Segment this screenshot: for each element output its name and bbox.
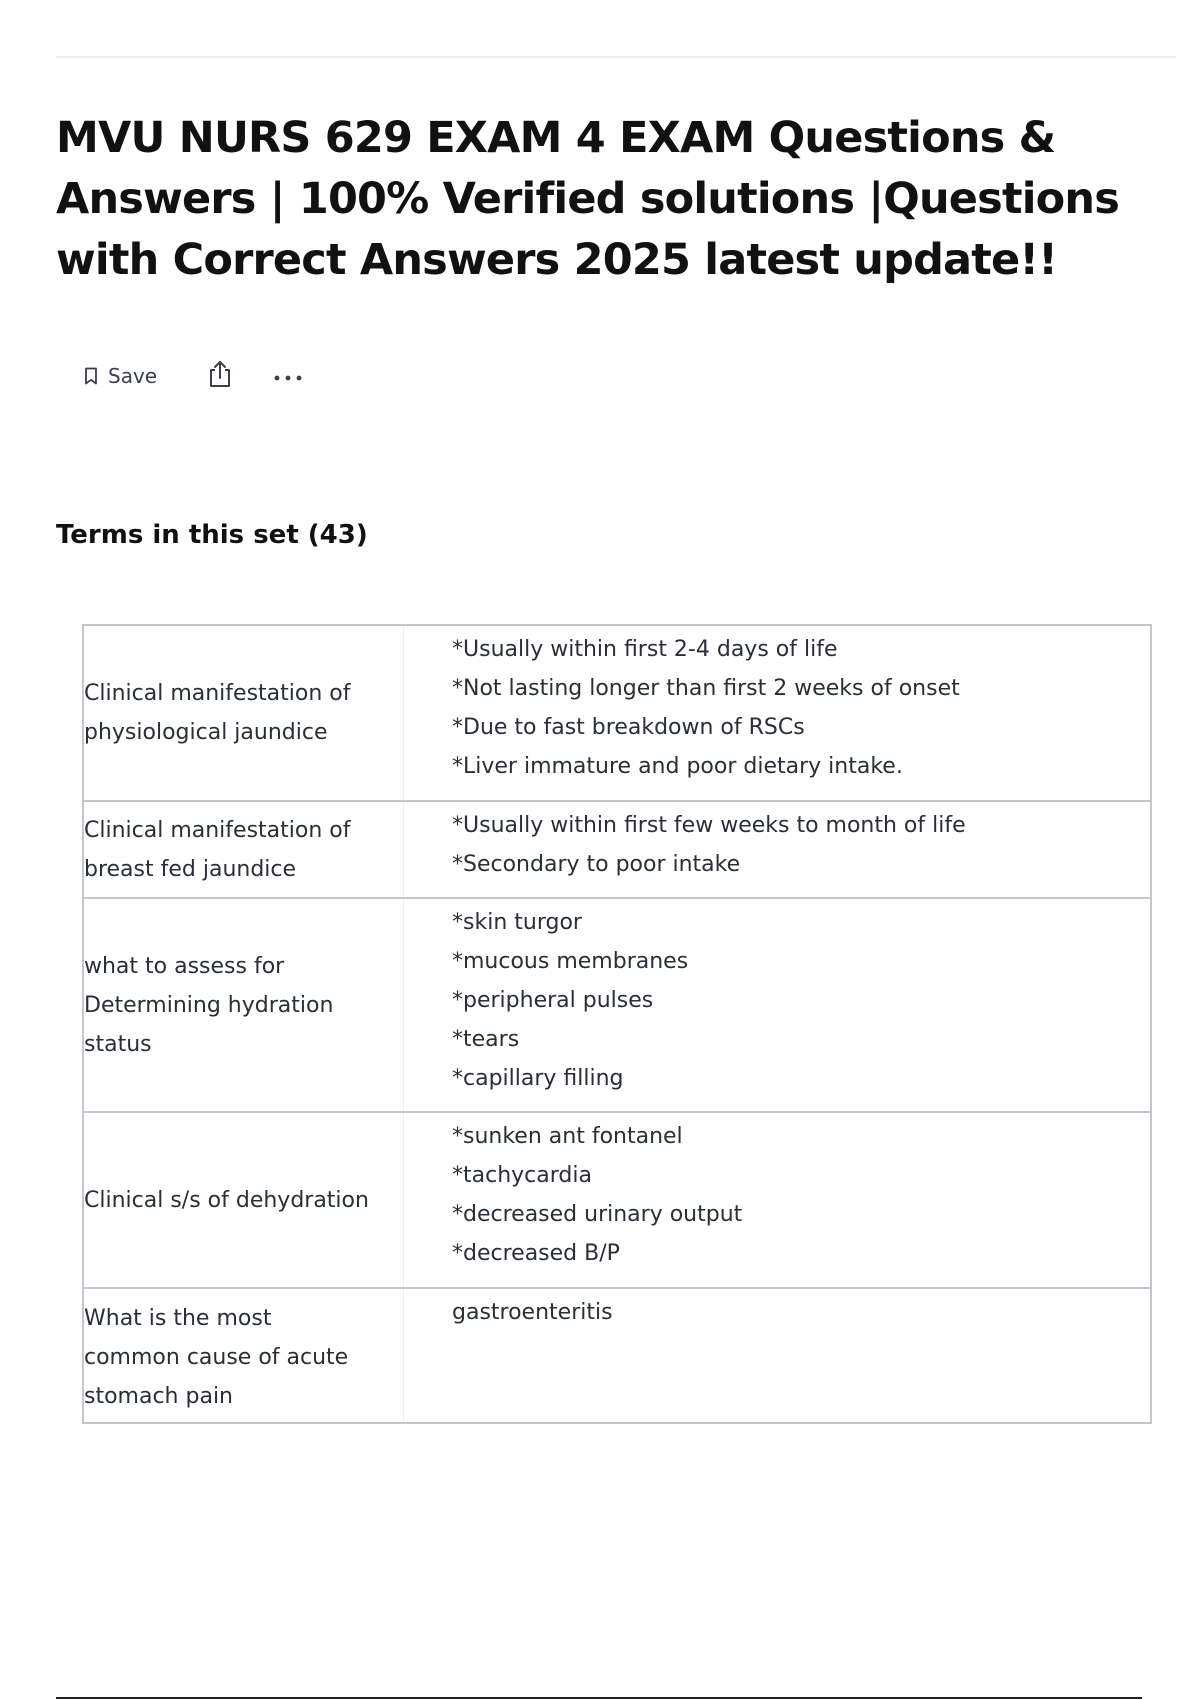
share-button[interactable] [207, 359, 233, 393]
term-row [84, 626, 1150, 800]
term-text: Clinical manifestation of physiological jaundice [84, 681, 351, 745]
definition-cell [404, 899, 1150, 1111]
term-cell [84, 1289, 404, 1422]
term-row [84, 1111, 1150, 1287]
term-text: What is the most common cause of acute stomach pain [84, 1306, 349, 1409]
term-row [84, 800, 1150, 897]
definition-line: *tears [452, 1027, 520, 1052]
top-divider [56, 56, 1176, 58]
definition-line: *sunken ant fontanel [452, 1124, 683, 1149]
more-options-button[interactable] [273, 367, 303, 386]
term-text: Clinical s/s of dehydration [84, 1187, 369, 1213]
definition-line: *peripheral pulses [452, 988, 654, 1013]
definition-line: *decreased urinary output [452, 1202, 743, 1227]
term-text: Clinical manifestation of breast fed jaundice [84, 817, 351, 882]
definition-cell [404, 802, 1150, 897]
bottom-divider [56, 1697, 1142, 1699]
definition-line: gastroenteritis [452, 1300, 613, 1325]
term-cell [84, 1113, 404, 1287]
term-cell [84, 626, 404, 800]
definition-line: *tachycardia [452, 1163, 592, 1188]
more-options-icon [273, 367, 303, 386]
action-bar [84, 358, 303, 394]
terms-table [82, 624, 1152, 1424]
definition-line: *Liver immature and poor dietary intake. [452, 754, 903, 779]
term-row [84, 897, 1150, 1111]
definition-cell [404, 1289, 1150, 1422]
definition-line: *mucous membranes [452, 949, 689, 974]
term-cell [84, 802, 404, 897]
definition-cell [404, 1113, 1150, 1287]
save-label: Save [108, 364, 158, 388]
term-cell [84, 899, 404, 1111]
definition-line: *skin turgor [452, 910, 582, 935]
definition-line: *Due to fast breakdown of RSCs [452, 715, 805, 740]
definition-line: *decreased B/P [452, 1241, 620, 1266]
definition-line: *Usually within first 2-4 days of life [452, 637, 838, 662]
definition-line: *Not lasting longer than first 2 weeks of onset [452, 676, 960, 701]
share-icon [207, 359, 233, 393]
definition-line: *capillary filling [452, 1066, 624, 1091]
bookmark-icon [84, 367, 98, 385]
term-row [84, 1287, 1150, 1422]
term-text: what to assess for Determining hydration status [84, 953, 334, 1057]
definition-line: *Secondary to poor intake [452, 852, 741, 877]
definition-cell [404, 626, 1150, 800]
page-title: MVU NURS 629 EXAM 4 EXAM Questions & Answers | 100% Verified solutions |Questions with Correct Answers 2025 latest update!! [56, 113, 1120, 285]
save-button[interactable] [84, 364, 157, 388]
definition-line: *Usually within first few weeks to month of life [452, 813, 966, 838]
terms-heading: Terms in this set (43) [56, 520, 368, 550]
